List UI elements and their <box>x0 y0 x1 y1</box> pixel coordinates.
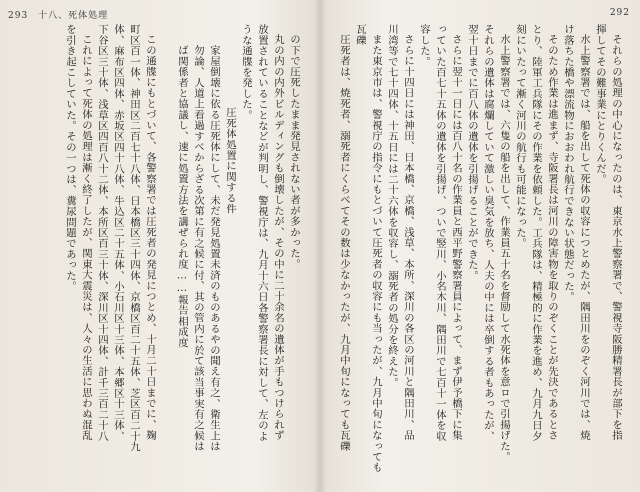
right-line: また東京市は、警視庁の指令にもとづいて圧死者の収容にも当ったが、九月中旬になっても瓦礫 <box>354 24 382 474</box>
right-line: 水上警察署では、六隻の船を出して、作業員五十名を督励して水死体を意ロで引揚げた。 <box>498 34 510 463</box>
right-line: 圧死者は、焼死者、溺死者にくらべてその数は少なかったが、九月中旬になっても瓦礫 <box>338 34 350 452</box>
left-line: うな通牒を発した。 <box>240 24 252 121</box>
right-page-header: 292 <box>609 8 630 18</box>
right-line: 翌十日までに百八体の遺体を引揚げることができた。 <box>466 24 478 281</box>
right-line: 水上警察署では、船を出して死体の収容につとめたが、隅田川をのぞく河川では、焼 <box>578 34 590 441</box>
right-line: それらの遺体は腐爛していて激しい臭気を放ち、人夫の中には卒倒する者もあったが、 <box>482 24 494 442</box>
left-line: を引き起こしていた。その一つは、糞尿問題であった。 <box>64 24 76 292</box>
right-line: 揮してその難事業にとりくんだ。 <box>594 24 606 185</box>
right-line: け落ちた橋や漂流物におおわれ航行できない状態だった。 <box>562 24 574 303</box>
quote-line: 勿論、人道上看過すべからざる次第に有之候に付、其の管内に於て該当事実有之候は <box>192 44 204 452</box>
quote-line: ば関係者と協議し、速に処置方法を講ぜられ度……報告相成度 <box>176 44 188 348</box>
right-line: さらに翌十一日には百八十名の作業員と西平野警察署員によって、まず伊予橋下に集 <box>450 34 462 441</box>
left-line: 丸の内の内外ビルディングも倒壊したが、その中に二十余名の遺体が手もつけられず <box>272 34 284 441</box>
right-line: 刻にいたって漸く河川の航行も可能になった。 <box>514 24 526 249</box>
right-line: とり、陸軍工兵隊にその作業を依頼した。工兵隊は、精極的に作業を進め、九月九日夕 <box>530 24 542 442</box>
left-line: これによって死体の処理は漸く終了したが、関東大震災は、人々の生活に思わぬ混乱 <box>80 34 92 441</box>
right-line: さらに十四日には神田、日本橋、京橋、浅草、本所、深川の各区の河川と隅田川、品 <box>402 34 414 441</box>
left-page <box>0 0 318 492</box>
left-line: 放置されていることなどが判明し、警視庁は、九月十六日各警察署長に対して、左のよ <box>256 24 268 442</box>
right-page-text <box>328 24 624 476</box>
left-line: の下で圧死したまま発見されない者が多かった。 <box>288 34 300 270</box>
left-line: この通牒にもとづいて、各警察署では圧死者の発見につとめ、十月二十日までに、麹 <box>144 34 156 441</box>
left-line: 体、麻布区四体、赤坂区四十八体、牛込区二十五体、小石川区十三体、本郷区十三体、 <box>112 24 124 442</box>
right-line: っていた百七十五体の遺体を引揚げ、ついで竪川、小名木川、隅田川で七百十一体を収 <box>434 24 446 442</box>
spacer <box>158 24 174 476</box>
right-line: それらの処理の中心になったのは、東京水上警察署で、警視寺阪勝精署長が部下を指 <box>610 34 622 441</box>
left-line: 下谷区三十体、浅草区四百八十二体、本所区百三十体、深川区十四体、計千三百二十八 <box>96 24 108 442</box>
right-line: 川湾等で七十四体、十五日には二十六体を収容し、溺死者の処分を終えた。 <box>386 24 398 388</box>
right-line: そのため作業は進まず、寺阪署長は河川の障害物を取りのぞくことが先決であるとさ <box>546 34 558 441</box>
quoted-notice <box>174 24 238 476</box>
right-page <box>322 0 640 492</box>
left-page-header: 293 十八、死体処理 <box>8 11 109 21</box>
left-line: 町区百一体、神田区二百七十八体、日本橋区三十四体、京橋区百二十五体、芝区百二十九 <box>128 24 140 452</box>
right-line: 容した。 <box>418 24 430 67</box>
quote-title: 圧死体処置に関する件 <box>224 107 236 215</box>
left-page-text <box>2 24 302 476</box>
quote-line: 家屋倒壊に依る圧死体にして、未だ発見処置未済のものあるやの聞え有之、衛生上は <box>208 44 220 452</box>
